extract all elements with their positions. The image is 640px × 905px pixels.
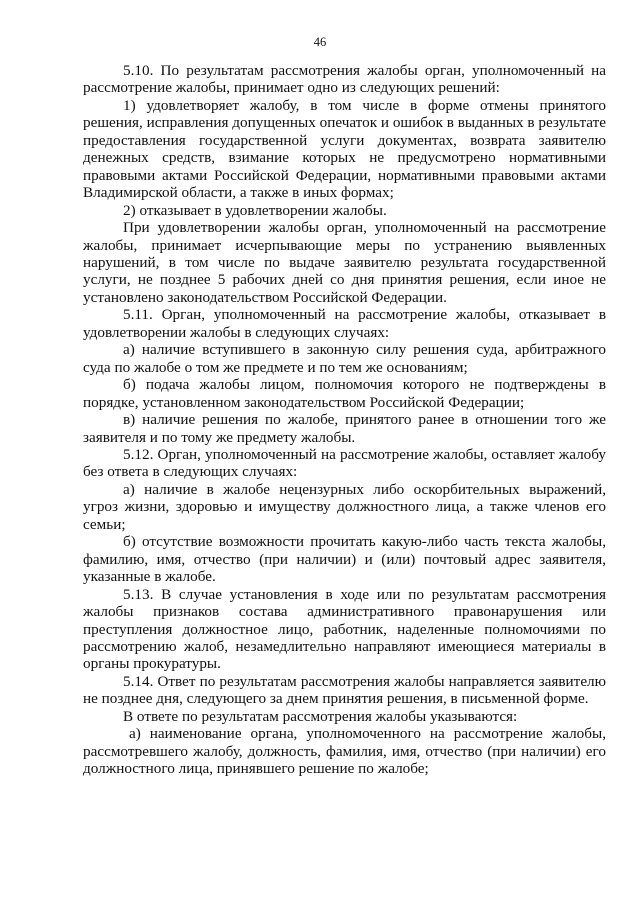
paragraph-response-item-a: а) наименование органа, уполномоченного на рассмотрение жалобы, рассмотревшего жалобу, должность, фамилия, имя, отчество (при наличии) его должностного лица, принявшего решение по жалобе; [83,725,606,778]
paragraph-5-12-item-a: а) наличие в жалобе нецензурных либо оскорбительных выражений, угроз жизни, здоровью и имуществу должностного лица, а также членов его семьи; [83,480,606,533]
document-body [83,62,606,778]
paragraph-5-10-item-1: 1) удовлетворяет жалобу, в том числе в форме отмены принятого решения, исправления допущенных опечаток и ошибок в выданных в результате предоставления государственной услуги документах, возврата заявителю денежных средств, взимание которых не предусмотрено нормативными правовыми актами Российской Федерации, нормативными правовыми актами Владимирской области, а также в иных формах; [83,96,606,202]
paragraph-5-11-item-b: б) подача жалобы лицом, полномочия которого не подтверждены в порядке, установленном законодательством Российской Федерации; [83,376,606,411]
paragraph-5-11-item-v: в) наличие решения по жалобе, принятого ранее в отношении того же заявителя и по тому же предмету жалобы. [83,411,606,446]
paragraph-5-11-item-a: а) наличие вступившего в законную силу решения суда, арбитражного суда по жалобе о том же предмете и по тем же основаниям; [83,341,606,376]
paragraph-5-10-item-2: 2) отказывает в удовлетворении жалобы. [123,201,387,219]
paragraph-5-10: 5.10. По результатам рассмотрения жалобы орган, уполномоченный на рассмотрение жалобы, принимает одно из следующих решений: [83,62,606,97]
paragraph-5-12: 5.12. Орган, уполномоченный на рассмотрение жалобы, оставляет жалобу без ответа в следующих случаях: [83,445,606,481]
page-number: 46 [313,35,327,49]
paragraph-5-13: 5.13. В случае установления в ходе или по результатам рассмотрения жалобы признаков состава административного правонарушения или преступления должностное лицо, работник, наделенные полномочиями по рассмотрению жалоб, незамедлительно направляют имеющиеся материалы в органы прокуратуры. [83,585,606,673]
paragraph-5-12-item-b: б) отсутствие возможности прочитать какую-либо часть текста жалобы, фамилию, имя, отчество (при наличии) и (или) почтовый адрес заявителя, указанные в жалобе. [83,533,606,586]
paragraph-5-14: 5.14. Ответ по результатам рассмотрения жалобы направляется заявителю не позднее дня, следующего за днем принятия решения, в письменной форме. [83,672,606,708]
paragraph-response-contents: В ответе по результатам рассмотрения жалобы указываются: [123,707,518,725]
paragraph-5-11: 5.11. Орган, уполномоченный на рассмотрение жалобы, отказывает в удовлетворении жалобы в следующих случаях: [83,306,606,341]
paragraph-satisfaction-measures: При удовлетворении жалобы орган, уполномоченный на рассмотрение жалобы, принимает исчерпывающие меры по устранению выявленных нарушений, в том числе по выдаче заявителю результата государственной услуги, не позднее 5 рабочих дней со дня принятия решения, если иное не установлено законодательством Российской Федерации. [83,219,606,306]
